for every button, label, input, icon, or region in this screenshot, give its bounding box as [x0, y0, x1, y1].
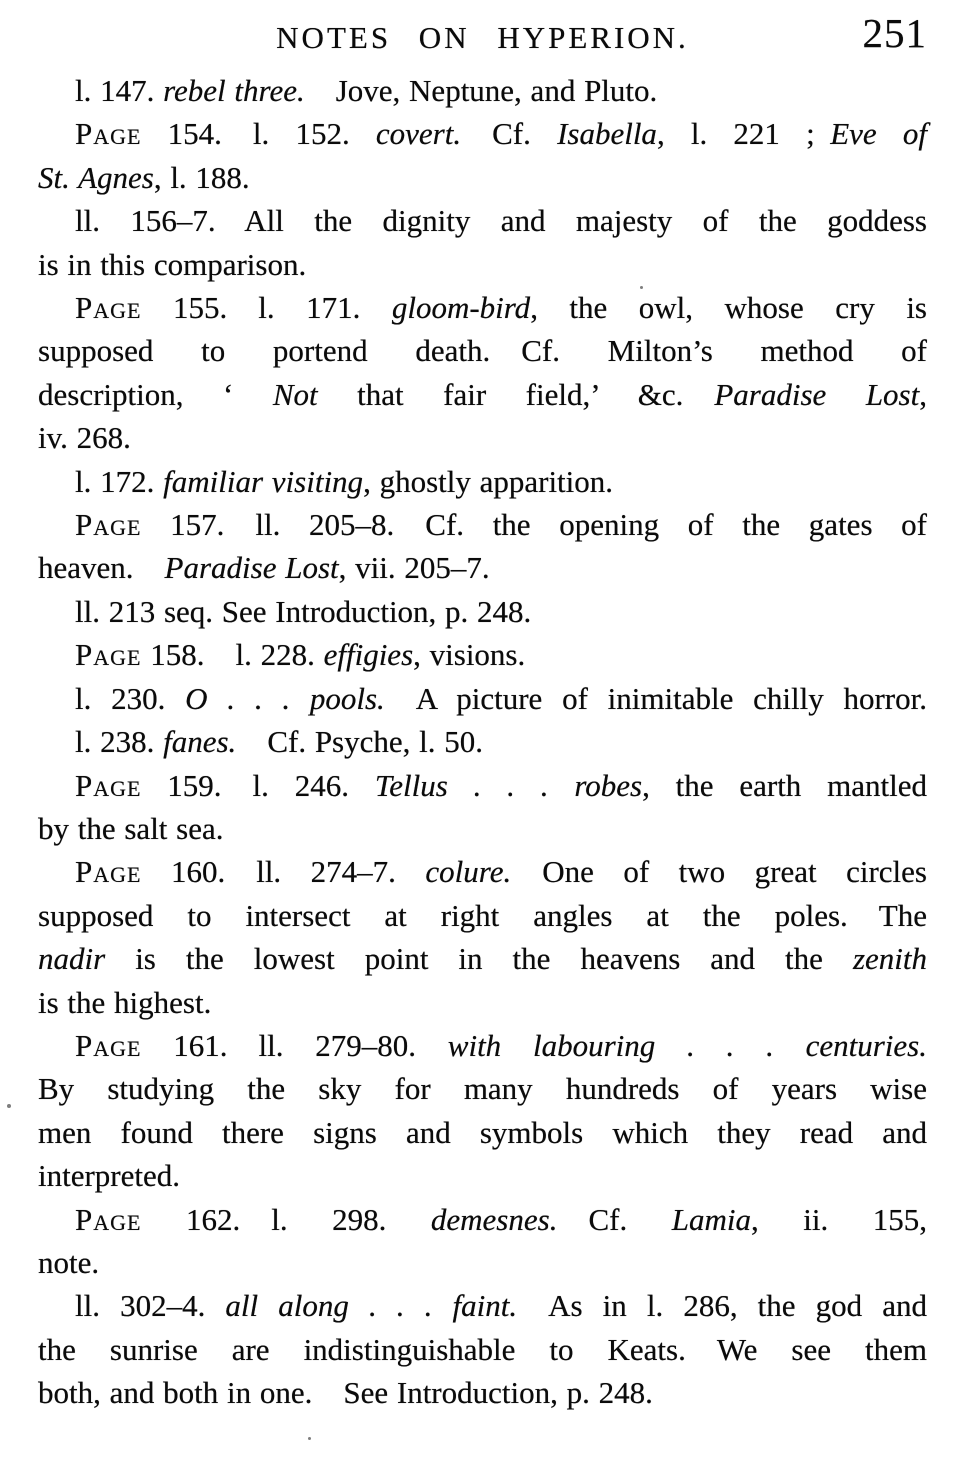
text-line: [38, 677, 927, 720]
text-segment: By studying the sky for many hundreds of years wise: [38, 1071, 927, 1107]
text-segment: l. 238.: [75, 724, 164, 760]
text-segment: the sunrise are indistinguishable to Keats. We see them: [38, 1331, 927, 1367]
italic-text: Eve of: [830, 116, 927, 152]
text-segment: 158. l. 228.: [141, 637, 324, 673]
text-segment: l. 172.: [75, 463, 164, 499]
note-paragraph: [38, 1198, 927, 1285]
smallcaps-page-label: Page: [75, 854, 142, 890]
running-head: [38, 8, 927, 60]
text-segment: , vii. 205–7.: [338, 550, 490, 586]
text-segment: ll. 213 seq. See Introduction, p. 248.: [75, 593, 532, 629]
italic-text: O . . . pools.: [185, 680, 385, 716]
text-line: [38, 1024, 927, 1067]
smallcaps-page-label: Page: [75, 767, 142, 803]
note-paragraph: [38, 850, 927, 1024]
text-segment: 155. l. 171.: [141, 290, 392, 326]
text-line: [38, 1111, 927, 1154]
text-line: [38, 1067, 927, 1110]
text-segment: 161. ll. 279–80.: [141, 1027, 448, 1063]
text-line: [38, 156, 927, 199]
text-segment: supposed to portend death. Cf. Milton’s method of: [38, 333, 927, 369]
italic-text: Lamia: [671, 1201, 751, 1237]
note-paragraph: [38, 460, 927, 503]
text-line: [38, 633, 927, 676]
italic-text: effigies: [323, 637, 414, 673]
smallcaps-page-label: Page: [75, 116, 142, 152]
note-paragraph: [38, 112, 927, 199]
page-number: 251: [862, 10, 927, 56]
text-segment: , l. 188.: [153, 159, 250, 195]
text-segment: iv. 268.: [38, 420, 131, 456]
text-line: [38, 286, 927, 329]
text-segment: by the salt sea.: [38, 810, 224, 846]
text-segment: Cf.: [461, 116, 558, 152]
text-line: [38, 1284, 927, 1327]
text-segment: , the owl, whose cry is: [530, 290, 927, 326]
text-segment: l. 147.: [75, 73, 164, 108]
text-segment: ,: [919, 376, 927, 412]
text-segment: Cf. Psyche, l. 50.: [236, 724, 483, 760]
italic-text: Paradise Lost: [164, 550, 339, 586]
text-line: [38, 807, 927, 850]
italic-text: Tellus . . . robes: [374, 767, 643, 803]
text-segment: that fair field,’ &c.: [317, 376, 715, 412]
note-paragraph: [38, 590, 927, 633]
text-line: [38, 503, 927, 546]
smallcaps-page-label: Page: [75, 290, 142, 326]
text-line: [38, 1154, 927, 1197]
text-segment: is in this comparison.: [38, 246, 307, 282]
text-segment: is the highest.: [38, 984, 212, 1020]
text-line: [38, 894, 927, 937]
text-segment: , the earth mantled: [642, 767, 927, 803]
note-paragraph: [38, 503, 927, 590]
italic-text: fanes.: [163, 724, 237, 760]
scan-speck: [7, 1104, 11, 1108]
text-segment: As in l. 286, the god and: [517, 1288, 927, 1324]
notes-body: [38, 69, 927, 1415]
text-segment: heaven.: [38, 550, 165, 586]
scan-speck: [640, 286, 643, 289]
italic-text: Isabella: [557, 116, 657, 152]
italic-text: familiar visiting: [163, 463, 364, 499]
text-line: [38, 764, 927, 807]
note-paragraph: [38, 199, 927, 286]
text-line: [38, 1328, 927, 1371]
text-segment: supposed to intersect at right angles at the poles. The: [38, 897, 927, 933]
text-line: [38, 590, 927, 633]
smallcaps-page-label: Page: [75, 1027, 142, 1063]
text-line: [38, 199, 927, 242]
italic-text: all along . . . faint.: [225, 1288, 518, 1324]
note-paragraph: [38, 764, 927, 851]
italic-text: St. Agnes: [38, 159, 154, 195]
italic-text: Paradise Lost: [714, 376, 920, 412]
text-line: [38, 720, 927, 763]
italic-text: Not: [272, 376, 318, 412]
text-segment: interpreted.: [38, 1158, 181, 1194]
scan-speck: [308, 1437, 311, 1440]
note-paragraph: [38, 633, 927, 676]
text-segment: , l. 221 ;: [656, 116, 831, 152]
note-paragraph: [38, 286, 927, 460]
text-line: [38, 1371, 927, 1414]
italic-text: zenith: [852, 941, 927, 977]
italic-text: nadir: [38, 941, 106, 977]
text-segment: , visions.: [413, 637, 526, 673]
page-title: NOTES ON HYPERION.: [276, 20, 689, 55]
italic-text: covert.: [375, 116, 462, 152]
text-segment: 160. ll. 274–7.: [141, 854, 426, 890]
note-paragraph: [38, 69, 927, 112]
italic-text: rebel three.: [163, 73, 305, 108]
italic-text: gloom-bird: [391, 290, 531, 326]
text-line: [38, 69, 927, 112]
text-line: [38, 1241, 927, 1284]
text-line: [38, 243, 927, 286]
text-line: [38, 937, 927, 980]
text-line: [38, 1198, 927, 1241]
text-line: [38, 460, 927, 503]
text-segment: 154. l. 152.: [141, 116, 376, 152]
text-segment: Jove, Neptune, and Pluto.: [304, 73, 658, 108]
text-line: [38, 416, 927, 459]
text-segment: 159. l. 246.: [141, 767, 375, 803]
smallcaps-page-label: Page: [75, 507, 142, 543]
text-segment: , ii. 155,: [750, 1201, 928, 1237]
note-paragraph: [38, 1284, 927, 1414]
note-paragraph: [38, 720, 927, 763]
note-paragraph: [38, 1024, 927, 1198]
italic-text: demesnes.: [430, 1201, 558, 1237]
text-segment: 162. l. 298.: [141, 1201, 431, 1237]
smallcaps-page-label: Page: [75, 637, 142, 673]
text-line: [38, 373, 927, 416]
text-segment: l. 230.: [75, 680, 186, 716]
text-segment: 157. ll. 205–8. Cf. the opening of the gates of: [141, 507, 927, 543]
text-line: [38, 112, 927, 155]
text-segment: , ghostly apparition.: [363, 463, 614, 499]
italic-text: colure.: [425, 854, 512, 890]
text-segment: Cf.: [557, 1201, 672, 1237]
italic-text: with labouring . . . centuries.: [447, 1027, 927, 1063]
text-line: [38, 546, 927, 589]
text-line: [38, 981, 927, 1024]
text-line: [38, 329, 927, 372]
text-segment: description, ‘: [38, 376, 273, 412]
text-segment: men found there signs and symbols which they read and: [38, 1114, 927, 1150]
text-segment: note.: [38, 1244, 100, 1280]
text-segment: ll. 156–7. All the dignity and majesty of the goddess: [75, 203, 927, 239]
smallcaps-page-label: Page: [75, 1201, 142, 1237]
text-segment: is the lowest point in the heavens and the: [105, 941, 853, 977]
text-segment: ll. 302–4.: [75, 1288, 226, 1324]
note-paragraph: [38, 677, 927, 720]
text-segment: One of two great circles: [511, 854, 927, 890]
text-segment: A picture of inimitable chilly horror.: [384, 680, 927, 716]
text-segment: both, and both in one. See Introduction, p. 248.: [38, 1375, 653, 1411]
text-line: [38, 850, 927, 893]
